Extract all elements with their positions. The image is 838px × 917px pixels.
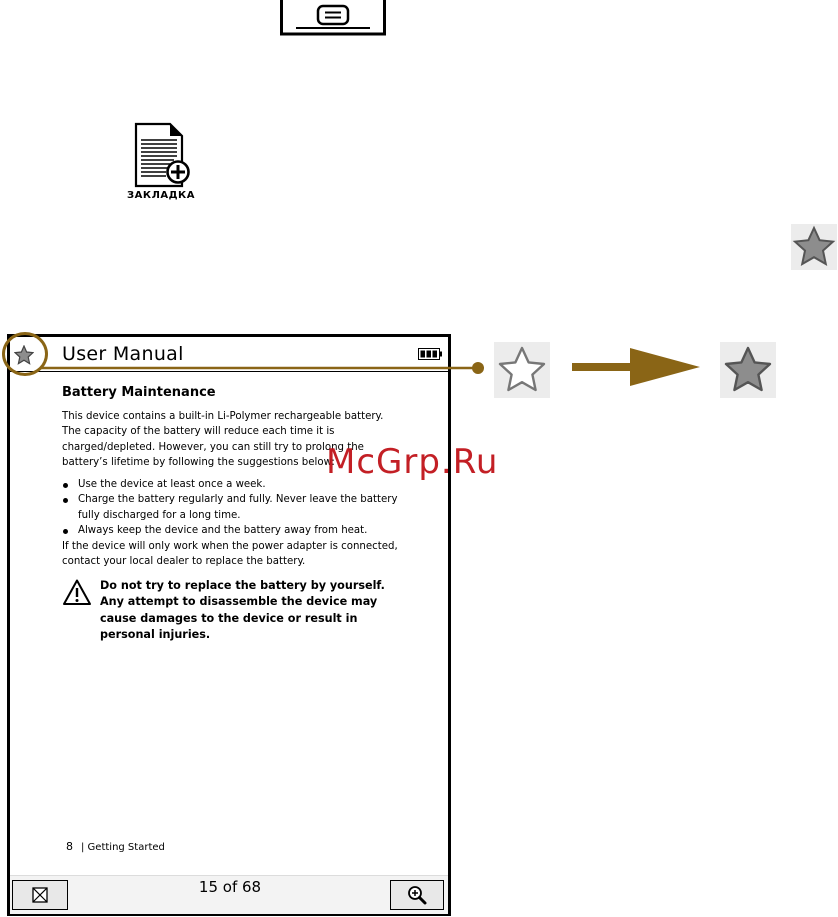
list-item: Always keep the device and the battery away from heat. [62,523,402,539]
page-content [62,385,402,644]
document-title: User Manual [62,343,184,365]
zoom-in-icon [391,881,443,909]
page-indicator: 15 of 68 [198,878,262,896]
warning-text: Do not try to replace the battery by yourself. Any attempt to disassemble the device may cause damages to the device or result in personal injuries. [100,578,385,641]
callout-connector [40,360,490,380]
reader-screen [7,334,451,916]
adapter-note: If the device will only work when the power adapter is connected, contact your local dealer to replace the battery. [62,540,398,567]
star-outline-icon [494,342,550,398]
menu-key-icon [280,0,386,36]
star-filled-icon [720,342,776,398]
list-item: Charge the battery regularly and fully. Never leave the battery fully discharged for a long time. [62,492,402,523]
bottom-toolbar [10,875,448,914]
list-item: Use the device at least once a week. [62,477,402,493]
close-button[interactable] [12,880,68,910]
watermark: McGrp.Ru [326,442,499,482]
close-icon [13,881,67,909]
bookmark-label: ЗАКЛАДКА [127,190,195,201]
zoom-button[interactable] [390,880,444,910]
intro-paragraph: This device contains a built-in Li-Polymer rechargeable battery. The capacity of the battery will reduce each time it is charged/depleted. However, you can still try to prolong the battery’s lifetime by following the suggestions below: [62,410,384,468]
section-heading: Battery Maintenance [62,385,216,400]
star-icon [791,224,837,270]
page-footer [66,840,165,853]
footer-page-number: 8 [66,840,73,853]
bullet-list [62,477,402,539]
battery-icon [418,348,442,360]
arrow-right-icon [570,346,702,388]
warning-block [62,578,402,644]
footer-section: | Getting Started [81,842,165,853]
warning-icon [62,578,92,606]
